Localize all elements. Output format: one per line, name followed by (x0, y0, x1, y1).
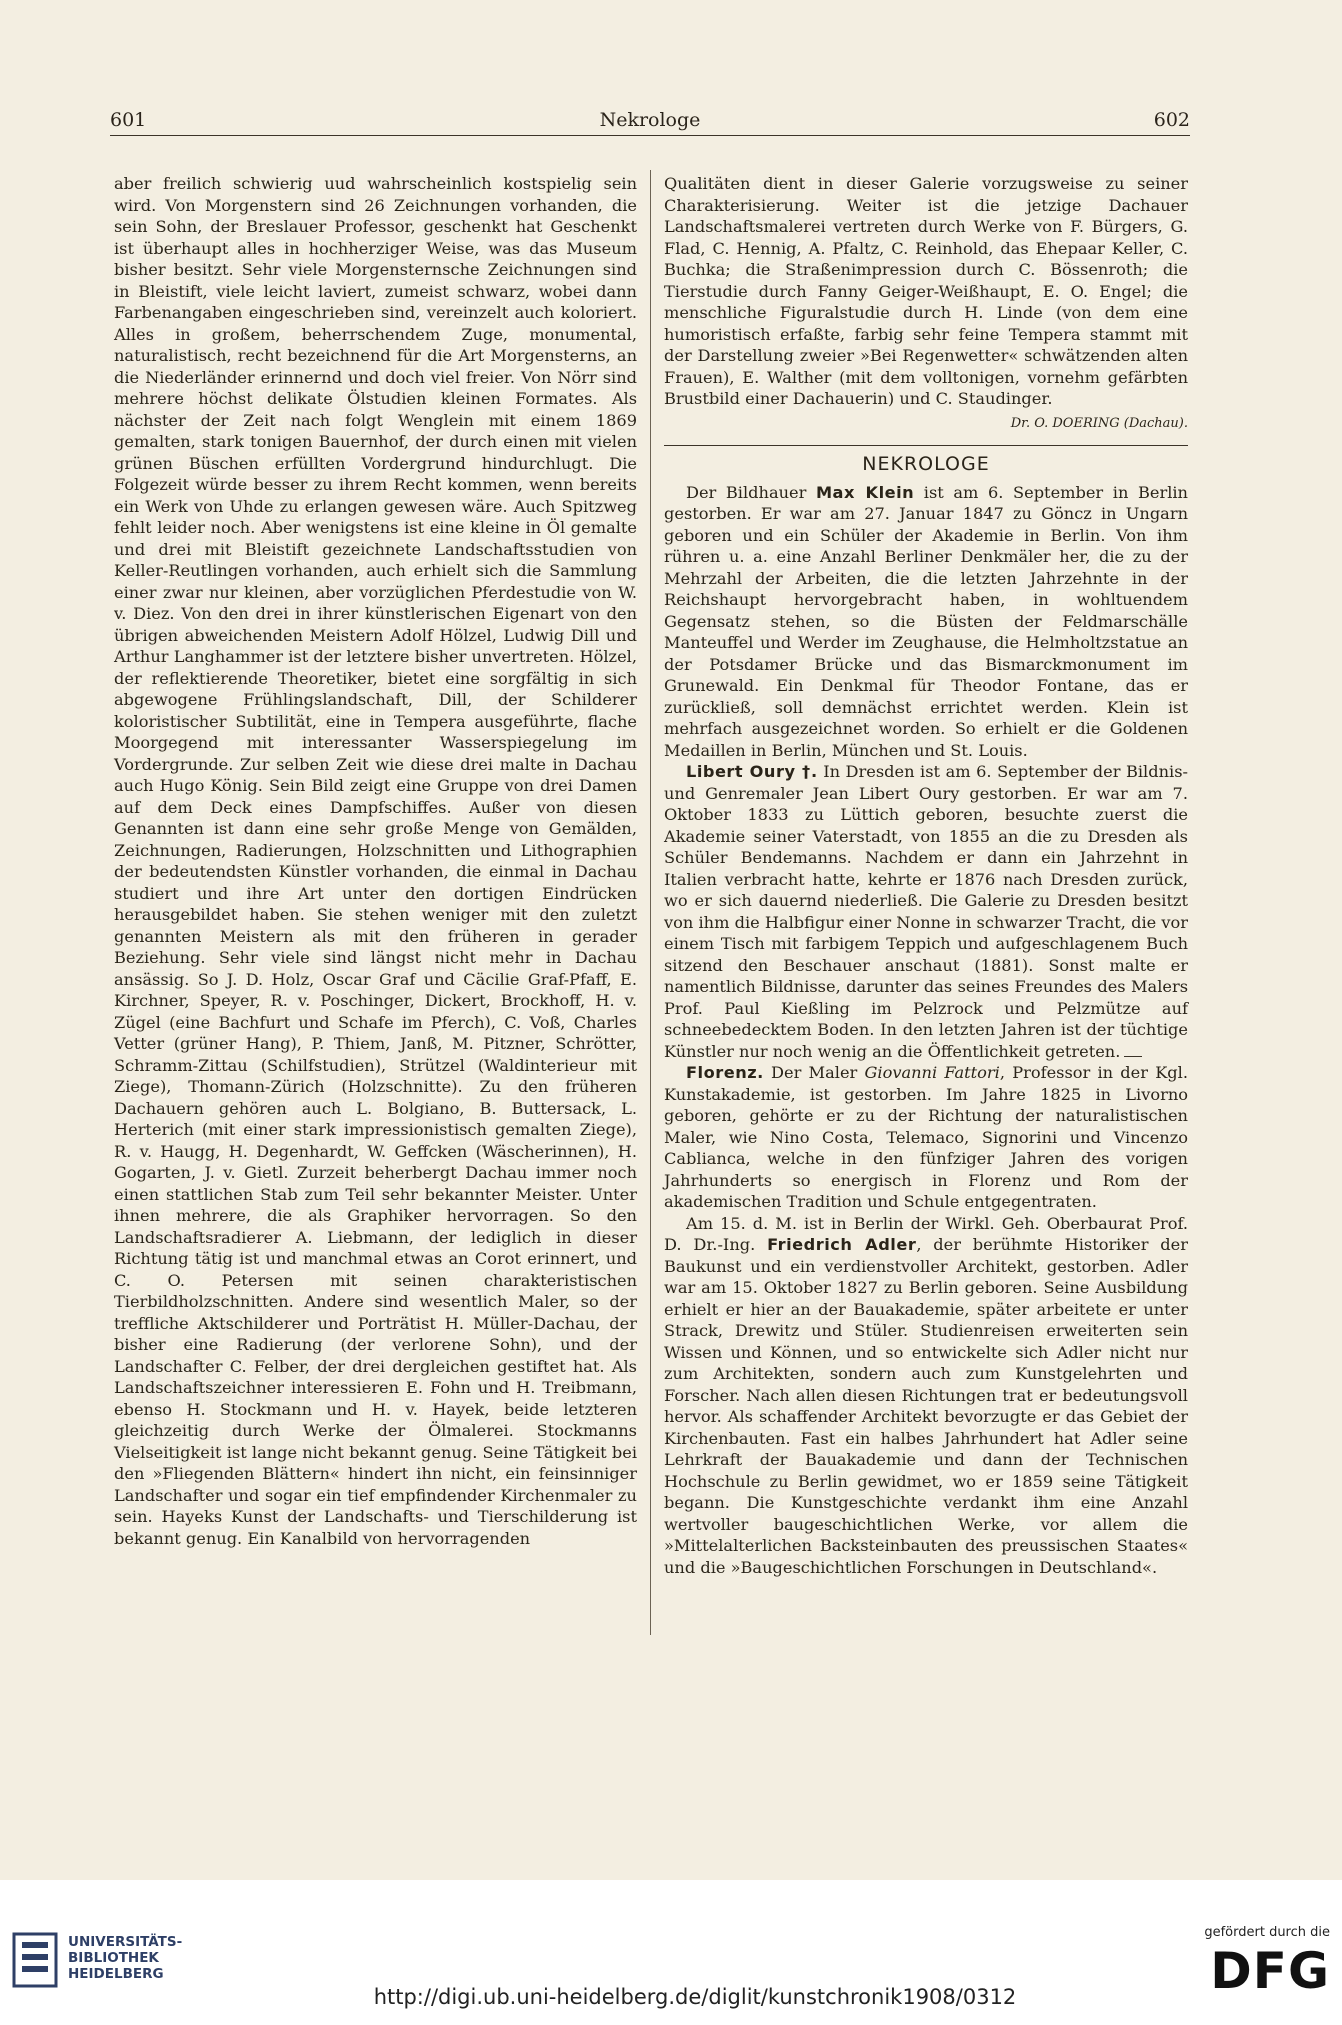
library-name-3: HEIDELBERG (68, 1966, 164, 1982)
author-signature: Dr. O. DOERING (Dachau). (1010, 415, 1188, 431)
person-name: Friedrich Adler (767, 1235, 917, 1254)
library-logo (12, 1930, 222, 2000)
paragraph (664, 173, 1188, 410)
obituary-fattori: Florenz. Der Maler Giovanni Fattori, Professor in der Kgl. Kunstakademie, ist gestorben. Im Jahre 1825 in Livorno geboren, gehörte er zu der Richtung der naturalistischen Maler, wie Nino Costa, Telemaco, Signorini und Vincenzo Cablianca, welche in den fünfziger Jahren des vorigen Jahrhunderts so energisch in Florenz und Rom der akademischen Tradition und Schule entgegentraten. (664, 1063, 1188, 1211)
funded-by-text: gefördert durch die (1204, 1925, 1330, 1940)
place-name: Florenz. (686, 1063, 764, 1082)
dfg-wordmark: DFG (1210, 1942, 1330, 2000)
left-column (114, 173, 637, 1549)
paragraph-text: Qualitäten dient in dieser Galerie vorzugsweise zu seiner Charakterisierung. Weiter ist die jetzige Dachauer Landschaftsmalerei vertreten durch Werke von F. Bürgers, G. Flad, C. Hennig, A. Pfaltz, C. Reinhold, das Ehepaar Keller, C. Buchka; die Straßenimpression durch C. Bössenroth; die Tierstudie durch Fanny Geiger-Weißhaupt, E. O. Engel; die menschliche Figuralstudie durch H. Linde (von dem eine humoristisch erfaßte, farbig sehr feine Tempera stammt mit der Darstellung zweier »Bei Regenwetter« schwätzenden alten Frauen), E. Walther (mit dem volltonigen, vornehm gefärbten Brustbild einer Dachauerin) und C. Staudinger. (664, 174, 1188, 408)
obituary-adler: Am 15. d. M. ist in Berlin der Wirkl. Geh. Oberbaurat Prof. D. Dr.-Ing. Friedrich Adler, der berühmte Historiker der Baukunst und ein verdienstvoller Architekt, gestorben. Adler war am 15. Oktober 1827 zu Berlin geboren. Seine Ausbildung erhielt er hier an der Bauakademie, später arbeitete er unter Strack, Drewitz und Stüler. Studienreisen erweiterten sein Wissen und Können, und so entwickelte sich Adler nicht nur zum Architekten, sondern auch zum Kunstgelehrten und Forscher. Nach allen diesen Richtungen trat er bedeutungsvoll hervor. Als schaffender Architekt bevorzugte er das Gebiet der Kirchenbauten. Fast ein halbes Jahrhundert hat Adler seine Lehrkraft der Bauakademie und dann der Technischen Hochschule zu Berlin gewidmet, wo er 1859 seine Tätigkeit begann. Die Kunstgeschichte verdankt ihm eine Anzahl wertvoller baugeschichtlichen Werke, vor allem die »Mittelalterlichen Backsteinbauten des preussischen Staates« und die »Baugeschichtlichen Forschungen in Deutschland«. (664, 1213, 1188, 1577)
section-title: NEKROLOGE (862, 453, 990, 475)
page-number-right: 602 (1153, 109, 1190, 131)
permalink-url[interactable]: http://digi.ub.uni-heidelberg.de/diglit/kunstchronik1908/0312 (373, 1985, 1017, 2009)
ornament-icon (1124, 1048, 1142, 1057)
paragraph: aber freilich schwierig uud wahrscheinlich kostspielig sein wird. Von Morgenstern sind 26 Zeichnungen vorhanden, die sein Sohn, der Breslauer Professor, geschenkt hat Geschenkt ist überhaupt alles in hochherziger Weise, was das Museum bisher besitzt. Sehr viele Morgensternsche Zeichnungen sind in Bleistift, viele leicht laviert, zumeist schwarz, wobei dann Farbenangaben eingeschrieben sind, vereinzelt auch koloriert. Alles in großem, beherrschendem Zuge, monumental, naturalistisch, recht bezeichnend für die Art Morgensterns, an die Niederländer erinnernd und doch viel freier. Von Nörr sind mehrere höchst delikate Ölstudien kleinen Formates. Als nächster der Zeit nach folgt Wenglein mit einem 1869 gemalten, stark tonigen Bauernhof, der durch einen mit vielen grünen Büschen erfüllten Vordergrund hindurchlugt. Die Folgezeit würde besser zu ihrem Recht kommen, wenn bereits ein Werk von Uhde zu erlangen gewesen wäre. Auch Spitzweg fehlt leider noch. Aber wenigstens ist eine kleine in Öl gemalte und drei mit Bleistift gezeichnete Landschaftsstudien von Keller-Reutlingen vorhanden, auch erhielt sich die Sammlung einer zwar nur kleinen, aber vorzüglichen Pferdestudie von W. v. Diez. Von den drei in ihrer künstlerischen Eigenart von den übrigen abweichenden Meistern Adolf Hölzel, Ludwig Dill und Arthur Langhammer ist der letztere bisher unvertreten. Hölzel, der reflektierende Theoretiker, bietet eine sorgfältig in sich abgewogene Frühlingslandschaft, Dill, der Schilderer koloristischer Subtilität, eine in Tempera ausgeführte, flache Moorgegend mit interessanter Wasserspiegelung im Vordergrunde. Zur selben Zeit wie diese drei malte in Dachau auch Hugo König. Sein Bild zeigt eine Gruppe von drei Damen auf dem Deck eines Dampfschiffes. Außer von diesen Genannten ist dann eine sehr große Menge von Gemälden, Zeichnungen, Radierungen, Holzschnitten und Lithographien der bedeutendsten Künstler vorhanden, die einmal in Dachau studiert und ihre Art unter den dortigen Eindrücken herausgebildet haben. Sie stehen weniger mit den zuletzt genannten Meistern als mit den früheren in gerader Beziehung. Sehr viele sind längst nicht mehr in Dachau ansässig. So J. D. Holz, Oscar Graf und Cäcilie Graf-Pfaff, E. Kirchner, Speyer, R. v. Poschinger, Dickert, Brockhoff, H. v. Zügel (eine Bachfurt und Schafe im Pferch), C. Voß, Charles Vetter (grüner Hang), P. Thiem, Janß, M. Pitzner, Schrötter, Schramm-Zittau (Schilfstudien), Strützel (Waldinterieur mit Ziege), Thomann-Zürich (Holzschnitte). Zu den früheren Dachauern gehören auch L. Bolgiano, B. Buttersack, L. Herterich (mit einer stark impressionistisch gemalten Ziege), R. v. Haugg, H. Degenhardt, W. Geffcken (Wäscherinnen), H. Gogarten, J. v. Gietl. Zurzeit beherbergt Dachau immer noch einen stattlichen Stab zum Teil sehr bekannter Meister. Unter ihnen mehrere, die als Graphiker hervorragen. So den Landschaftsradierer A. Liebmann, der lediglich in dieser Richtung tätig ist und manchmal etwas an Corot erinnert, und C. O. Petersen mit seinen charakteristischen Tierbildholzschnitten. Andere sind wesentlich Maler, so der treffliche Aktschilderer und Porträtist H. Müller-Dachau, der bisher eine Radierung (der verlorene Sohn), und der Landschafter C. Felber, der drei dergleichen gestiftet hat. Als Landschaftszeichner interessieren E. Fohn und H. Treibmann, ebenso H. Stockmann und H. v. Hayek, beide letzteren gleichzeitig durch Werke der Ölmalerei. Stockmanns Vielseitigkeit ist lange nicht bekannt genug. Seine Tätigkeit bei den »Fliegenden Blättern« hindert ihn nicht, ein feinsinniger Landschafter und sogar ein tief empfindender Kirchenmaler zu sein. Hayeks Kunst der Landschafts- und Tierschilderung ist bekannt genug. Ein Kanalbild von hervorragenden (114, 174, 637, 1548)
running-title: Nekrologe (599, 109, 701, 131)
running-header (110, 105, 1190, 136)
library-name-1: UNIVERSITÄTS- (68, 1934, 183, 1950)
obituary-klein: Der Bildhauer Max Klein ist am 6. September in Berlin gestorben. Er war am 27. Januar 1847 zu Göncz in Ungarn geboren und ein Schüler der Akademie in Berlin. Von ihm rühren u. a. eine Anzahl Berliner Denkmäler her, die zu der Mehrzahl der Arbeiten, die die letzten Jahrzehnte in der Reichshaupt hervorgebracht haben, in wohltuendem Gegensatz stehen, so die Büsten der Feldmarschälle Manteuffel und Werder im Zeughause, die Helmholtzstatue an der Potsdamer Brücke und das Bismarckmonument im Grunewald. Ein Denkmal für Theodor Fontane, das er zurückließ, soll demnächst errichtet werden. Klein ist mehrfach ausgezeichnet worden. So erhielt er die Goldenen Medaillen in Berlin, München und St. Louis. (664, 482, 1188, 760)
library-name-2: BIBLIOTHEK (68, 1950, 159, 1966)
library-seal-icon (12, 1930, 58, 1990)
section-divider (664, 445, 1188, 446)
dfg-logo (1180, 1925, 1330, 2015)
person-name: Libert Oury †. (686, 762, 818, 781)
person-name: Max Klein (815, 482, 915, 502)
right-column (664, 173, 1188, 1578)
person-name: Giovanni Fattori (864, 1063, 1000, 1082)
obituary-oury: Libert Oury †. In Dresden ist am 6. September der Bildnis- und Genremaler Jean Libert Oury gestorben. Er war am 7. Oktober 1833 zu Lüttich geboren, besuchte zuerst die Akademie seiner Vaterstadt, von 1855 an die zu Dresden als Schüler Bendemanns. Nachdem er dann ein Jahrzehnt in Italien verbracht hatte, kehrte er 1876 nach Dresden zurück, wo er sich dauernd niederließ. Die Galerie zu Dresden besitzt von ihm die Halbfigur einer Nonne in schwarzer Tracht, die vor einem Tisch mit farbigem Teppich und aufgeschlagenem Buch sitzend den Beschauer anschaut (1881). Sonst malte er namentlich Bildnisse, darunter das seines Freundes des Malers Prof. Paul Kießling im Pelzrock und Pelzmütze auf schneebedecktem Boden. In den letzten Jahren ist der tüchtige Künstler nur noch wenig an die Öffentlichkeit getreten. (664, 762, 1188, 1061)
page-number-left: 601 (110, 109, 147, 131)
column-divider (650, 170, 651, 1635)
